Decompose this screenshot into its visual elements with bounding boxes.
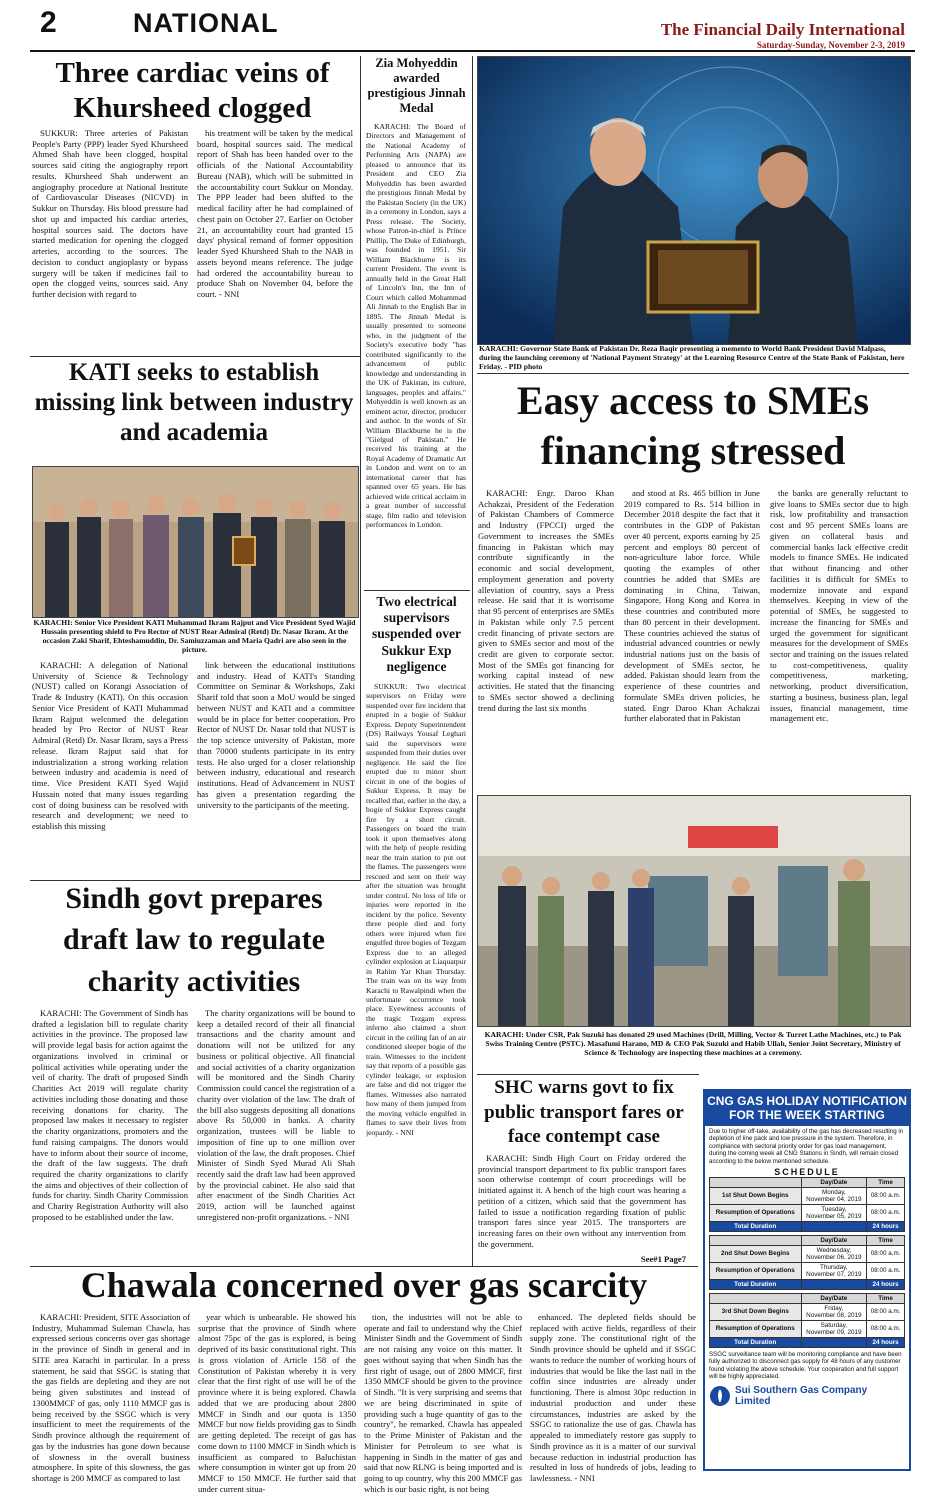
chawala-col1 — [32, 1312, 190, 1507]
electrical-text: SUKKUR: Two electrical supervisors on Friday were suspended over fire incident that erupted in a bogie of Sukkur Express. Deputy Superintendent (DS) Railways Yousaf Leghari said the supervisors were suspended from their duties over negligence. He said the fire erupted due to minor short circuit in one of the bogies of Sukkur Express. It may be recalled that, earlier in the day, a bogie of Sukkur Express caught fire by a short circuit. Passengers on board the train took it upon themselves along with the help of people residing near the train station to put out the flames. The passengers were rescued and sent on their way after the situation was brought under control. No loss of life or injuries were reported in the incident by the police. Seventy three people died and forty others were injured when fire engulfed three bogies of Tezgam Express due to an alleged cylinder explosion at Liaquatpur in Rahim Yar Khan Thursday. The train was on its way from Karachi to Rawalpindi when the unfortunate occurrence took place. Eyewitness accounts of the tragic Tezgam express inferno also claimed a short circuit in the ceiling fan of an air conditioned sleeper bogie of the train. Witnesses to the incident say that reports of a possible gas cylinder leakage, or explosion are false and did not trigger the flames. Witnesses also narrated how many of them jumped from the moving vehicle engulfed in flames to save their lives from jeopardy. - NNI — [366, 682, 466, 1137]
col-day-header: Day/Date — [801, 1235, 867, 1245]
column-divider — [472, 56, 473, 1266]
shc-headline: SHC warns govt to fix public transport fares or face contempt case — [484, 1077, 684, 1148]
cng-schedule-label: SCHEDULE — [774, 1166, 840, 1177]
shutdown-date — [801, 1303, 867, 1320]
header-rule — [30, 50, 915, 52]
resumption-time: 08:00 a.m. — [867, 1262, 905, 1279]
resumption-label: Resumption of Operations — [710, 1262, 802, 1279]
col-label — [710, 1177, 802, 1187]
col-label — [710, 1235, 802, 1245]
resumption-day: Tuesday, — [821, 1205, 847, 1213]
zia-headline: Zia Mohyeddin awarded prestigious Jinnah Medal — [367, 56, 466, 115]
resumption-day: Thursday, — [820, 1263, 848, 1271]
chawala-col3 — [364, 1312, 522, 1507]
cng-intro: Due to higher off-take, availability of the gas has decreased resulting in depletion of line pack and low pressure in the system. Therefore, in compliance with sectoral priority order for gas load management, during the coming week all CNG Stations in Sindh, will remain closed according to the below mentioned schedule. — [709, 1127, 904, 1165]
shutdown-time: 08:00 a.m. — [867, 1303, 905, 1320]
shutdown-day: Wednesday, — [816, 1246, 852, 1254]
resumption-date — [801, 1262, 867, 1279]
total-duration-spacer — [801, 1279, 867, 1289]
sbp-photo — [477, 56, 911, 345]
col-day-header: Day/Date — [801, 1293, 867, 1303]
chawala-col4 — [530, 1312, 696, 1507]
suzuki-photo-image — [478, 796, 910, 1026]
cng-footer: SSGC surveillance team will be monitoring compliance and have been fully authorized to disconnect gas supply for 48 hours of any customer found violating the above schedule. Your cooperation and full support will be highly appreciated. — [709, 1350, 902, 1381]
kati-text-2: link between the educational institutions and industry. Head of KATI's Standing Committee on Seminar & Workshops, Zaki Sharif told that soon a MoU would be singed between NUST and KATI and a committee would be in place for better cooperation. Pro Rector of NUST Dr. Nasar told that NUST is the top science university of Pakistan, more than 70000 students participate in its entry tests. He also urged for a closer relationship between industry, educational and research institutions. Head of Advancement in NUST has given a presentation regarding the university to the participants of the meeting. — [197, 660, 355, 810]
kati-col2 — [197, 660, 355, 875]
section-title: NATIONAL — [133, 8, 279, 38]
total-duration-value: 24 hours — [867, 1221, 905, 1231]
section-rule — [477, 1074, 699, 1075]
sindh-text-2: The charity organizations will be bound to keep a detailed record of their all financial transactions and the charity amount and donations will not be utilized for any business or political objective. All financial and social activities of a charity organization will be monitored and the Sindh Charity Commission could cancel the registration of a charity over violation of the law. The draft of the bill also suggests depositing all donations above Rs 50,000 in banks. A charity organization, trustees will be liable to imposition of fine up to one million over violation of the law, the draft proposes. Chief Minister of Sindh Syed Murad Ali Shah recently said the draft law had been approved by the provincial cabinet. He also said that after enactment of the Sindh Charities Act 2019, action will be launched against unregistered non-profit organizations. - NNI — [197, 1008, 355, 1222]
resumption-day-date: November 05, 2019 — [806, 1212, 862, 1220]
kati-photo — [32, 466, 359, 618]
cng-schedule — [705, 1177, 909, 1348]
kati-caption: KARACHI: Senior Vice President KATI Muhammad Ikram Rajput and Vice President Syed Wajid Hussain presenting shield to Pro Rector of NUST Rear Admiral (Retd) Dr. Nasar Ikram. At the occasion Zaki Sharif, Ehteshamuddin, Dr. Samiuzzaman and Maria Qadri are also seen in the picture. — [33, 618, 356, 655]
kati-col1 — [32, 660, 188, 875]
shutdown-day-date: November 04, 2019 — [806, 1195, 862, 1203]
chawala-col2 — [198, 1312, 356, 1507]
shutdown-label: 1st Shut Down Begins — [710, 1187, 802, 1204]
shutdown-day: Monday, — [821, 1188, 846, 1196]
cardiac-col1 — [32, 128, 188, 352]
column-divider — [360, 56, 361, 881]
smes-text-1: KARACHI: Engr. Daroo Khan Achakzai, President of the Federation of Pakistan Chambers of Commerce and Industry (FPCCI) urged the Government to increases the SMEs financing in Pakistan which may contribute significantly in the economic and social development, employment generation and poverty alleviation of country, says a Press release. He said that it is worrisome that 95 percent of enterprises are SMEs in Pakistan while only 7.5 percent credit financing of private sectors are given to SMEs sector and most of the credit are given to corporate sector. Most of the SMEs got financing for working capital instead of new activities. He stated that the financing to SMEs sector showed a declining trend during the last six months — [478, 488, 614, 713]
ssgc-brand — [705, 1381, 909, 1411]
kati-photo-image — [33, 467, 358, 617]
resumption-day: Saturday, — [820, 1321, 848, 1329]
kati-headline: KATI seeks to establish missing link between industry and academia — [34, 359, 354, 446]
sbp-photo-image — [478, 57, 910, 344]
cng-schedule-table — [709, 1177, 905, 1232]
total-duration-spacer — [801, 1337, 867, 1347]
total-duration-label: Total Duration — [710, 1337, 802, 1347]
suzuki-photo — [477, 795, 911, 1027]
sbp-caption: KARACHI: Governor State Bank of Pakistan Dr. Reza Baqir presenting a memento to World Bank President David Malpass, during the launching ceremony of 'National Payment Strategy' at the Learning Resource Centre of the State Bank of Pakistan, here Friday. - PID photo — [479, 344, 905, 372]
smes-col2 — [624, 488, 760, 783]
resumption-time: 08:00 a.m. — [867, 1204, 905, 1221]
suzuki-caption: KARACHI: Under CSR, Pak Suzuki has donated 29 used Machines (Drill, Milling, Vector & Turret Lathe Machines, etc.) to Pak Swiss Training Centre (PSTC). Masafumi Harano, MD & CEO Pak Suzuki and Habib Ullah, Senior Joint Secretary, Ministry of Science & Technology are inspecting these machines at a ceremony. — [484, 1030, 902, 1058]
chawala-text-2: year which is unbearable. He showed his surprise that the province of Sindh where almost 75pc of the gas is explored, is being deprived of its basic constitutional right. This is gross violation of Article 158 of the Constitution of Pakistan whereby it is very clear that the first right of use will be of the province where it is being explored. Chawla added that we are producing about 2800 MMCF in Sindh and our quota is 1350 MMCF but now fields providing gas to Sindh are getting depleted. The receipt of gas has come down to 1100 MMCF in Sindh which is insufficient as compared to Baluchistan where consumption in winter got up from 20 MMCF to 150 MMCF. He further said that under current situa- — [198, 1312, 356, 1494]
zia-text: KARACHI: The Board of Directors and Management of the National Academy of Performing Arts (NAPA) are pleased to announce that its President and CEO Zia Mohyeddin has been awarded the prestigious Jinnah Medal by the Pakistan Society (in the UK) in a ceremony in London, says a Press release. The Society, whose Patron-in-chief is Prince Phillip, The Duke of Edinburgh, was founded in 1951. Sir William Blackburne is its current President. The event is annually held in the Great Hall of Lincoln's Inn, the Inn of Court which called Mohammad Ali Jinnah to the English Bar in 1895. The Jinnah Medal is usually presented to someone who, in the judgment of the Society's executive body "has contributed significantly to the advancement of public knowledge and understanding in the UK of Pakistan, its culture, languages, peoples and affairs." Mohyeddin is well known as an eminent actor, director, producer and author. In the words of Sir William Blackburne he is the "Gielgud of Pakistan." He received his training at the Royal Academy of Dramatic Art in London and went on to an international career that has spanned over 65 years. He has achieved wide critical acclaim in a great number of successful stage, film radio and television performances in London. — [366, 122, 466, 530]
chawala-text-3: tion, the industries will not be able to operate and fail to understand why the Chief Minister Sindh and the Government of Sindh are not raising any voice on this matter. It goes without saying that when Sindh has the first right of usage, out of 2800 MMCF, first 1350 MMCF should be given to the province of Sindh. "It is very surprising and seems that we are being discriminated in spite of providing such a huge quantity of gas to the country", he remarked. Chawla has appealed to the Prime Minister of Pakistan and the Minister for Petroleum to see what is happening in Sindh in the matter of gas and said that now RLNG is being imported and is going to up country, why this 200 MMCF gas which is our basic right, is not being — [364, 1312, 522, 1494]
smes-headline: Easy access to SMEs financing stressed — [516, 378, 870, 473]
sindh-col2 — [197, 1008, 355, 1264]
issue-date: Saturday-Sunday, November 2-3, 2019 — [756, 40, 905, 50]
col-time-header: Time — [867, 1293, 905, 1303]
shutdown-date — [801, 1245, 867, 1262]
section-rule — [477, 373, 909, 374]
shc-continued: See#1 Page7 — [640, 1254, 686, 1264]
cng-schedule-table — [709, 1235, 905, 1290]
cng-notice — [703, 1089, 911, 1471]
shutdown-date — [801, 1187, 867, 1204]
total-duration-spacer — [801, 1221, 867, 1231]
cardiac-headline: Three cardiac veins of Khursheed clogged — [55, 57, 330, 124]
smes-text-3: the banks are generally reluctant to give loans to SMEs sector due to high risk, low profitability and transaction cost and 95 percent SMEs loans are given on collateral basis and commercial banks lack effective credit models to finance SMEs. He indicated that without financing and other facilities it is difficult for SMEs to modernize innovate and expand themselves. Keeping in view of the potential of SMEs, he suggested to increase the financing for SMEs and urged the government for significant measures for the development of SMEs sector and training on the issues related to cost-competitiveness, quality competitiveness, marketing, networking, product diversification, starting a business, business plan, legal issues, financial management, time management etc. — [770, 488, 908, 724]
chawala-text-4: enhanced. The depleted fields should be replaced with active fields, regardless of their supply zone. The constitutional right of the Sindh province should be upheld and if SSGC wants to reduce the number of working hours of industries that would be like the last nail in the coffin since industries are already under functioning. There is almost 30pc reduction in industrial production and under these circumstances, industries are asked by the SSGC to rationalize the use of gas. Chawla has appealed to immediately restore gas supply to Sindh province as it is a matter of our survival because reduction in industrial production has resulted in loss of hundreds of jobs, leading to lawlessness. - NNI — [530, 1312, 696, 1484]
cng-schedule-table — [709, 1293, 905, 1348]
total-duration-label: Total Duration — [710, 1279, 802, 1289]
paper-name: The Financial Daily International — [660, 20, 905, 39]
smes-col1 — [478, 488, 614, 783]
section-rule — [30, 356, 360, 357]
shutdown-label: 2nd Shut Down Begins — [710, 1245, 802, 1262]
cardiac-text-2: his treatment will be taken by the medical board, hospital sources said. The medical report of Shah has been handed over to the officials of the National Accountability Bureau (NAB), which will be submitted in the accountability court Sukkur on Monday. The PPP leader had been shifted to the medical facility after he had complained of chest pain on October 27. Earlier on October 21, an accountability court had granted 15 days' physical remand of former opposition leader Syed Khursheed Shah to the NAB in assets beyond means reference. The judge had ordered the accountability bureau to produce Shah on November 04, before the court. - NNI — [197, 128, 353, 300]
smes-col3 — [770, 488, 908, 783]
resumption-day-date: November 09, 2019 — [806, 1328, 862, 1336]
sindh-headline: Sindh govt prepares draft law to regulate charity activities — [63, 882, 325, 998]
col-day-header: Day/Date — [801, 1177, 867, 1187]
page-number: 2 — [40, 6, 57, 39]
col-label — [710, 1293, 802, 1303]
col-time-header: Time — [867, 1177, 905, 1187]
electrical-headline: Two electrical supervisors suspended over Sukkur Exp negligence — [372, 594, 461, 674]
shutdown-label: 3rd Shut Down Begins — [710, 1303, 802, 1320]
resumption-label: Resumption of Operations — [710, 1320, 802, 1337]
resumption-label: Resumption of Operations — [710, 1204, 802, 1221]
shutdown-time: 08:00 a.m. — [867, 1187, 905, 1204]
cng-title: CNG GAS HOLIDAY NOTIFICATION FOR THE WEEK STARTING — [705, 1091, 909, 1126]
resumption-time: 08:00 a.m. — [867, 1320, 905, 1337]
electrical-body — [366, 682, 466, 1262]
ssgc-company-name: Sui Southern Gas Company Limited — [734, 1384, 868, 1407]
ssgc-logo-icon — [709, 1385, 731, 1407]
smes-text-2: and stood at Rs. 465 billion in June 2019 compared to Rs. 514 billion in December 2018 despite the fact that it contributes in the GDP of Pakistan over 40 percent, exports earning by 25 percent and employs 80 percent of non-agriculture labor force. While quoting the examples of other countries he added that SMEs are dominating in China, Taiwan, Singapore, Hong Kong and Korea in these countries and contributed more than 80 percent in their development. These countries achieved the status of industrial advanced countries or newly industrial nations just on the basis of development of SMEs sector, he added. Pakistan should learn from the experience of these countries and formulate SMEs driven policies, he stated. Engr Daroo Khan Achakzai further elaborated that in Pakistan — [624, 488, 760, 724]
shc-body — [478, 1153, 686, 1253]
resumption-day-date: November 07, 2019 — [806, 1270, 862, 1278]
cardiac-text-1: SUKKUR: Three arteries of Pakistan People's Party (PPP) leader Syed Khursheed Ahmed Shah have been clogged, hospital sources said citing the angiography report results. Khursheed Shah underwent an angiography procedure at National Institute of Cardiovascular Diseases (NICVD) in Sukkur on Thursday. His blood pressure had shot up and impacted his cardiac arteries, hospital sources said. The doctors have started medication for opening the clogged arteries, according to the sources. The decision to conduct angioplasty or bypass surgery will be taken if medicines fail to open the clogged veins, sources said. Any further decision with regard to — [32, 128, 188, 300]
sindh-col1 — [32, 1008, 188, 1264]
total-duration-value: 24 hours — [867, 1337, 905, 1347]
chawala-text-1: KARACHI: President, SITE Association of Industry, Muhammad Suleman Chawla, has expressed serious concerns over gas shortage in the province of Sindh in general and in SITE area Karachi in particular. In a press statement, he said that SSGC is stating that the gas fields are depleting and they are not being given substitutes and instead of 1300MMCF of gas, only 1110 MMCF gas is being received by the SSGC which is very insufficient to meet the requirements of the Sindh province although the requirement of gas by the industries has gone down because of slowness in the overall business atmosphere. In spite of this slowness, the gas shortage is 200 MMCF as compared to last — [32, 1312, 190, 1484]
cardiac-col2 — [197, 128, 353, 352]
total-duration-value: 24 hours — [867, 1279, 905, 1289]
total-duration-label: Total Duration — [710, 1221, 802, 1231]
section-rule — [364, 590, 470, 591]
sindh-text-1: KARACHI: The Government of Sindh has drafted a legislation bill to regulate charity activities in the province. The proposed law will provide legal basis for action against the organizations involved in criminal or political activities while operating under the veil of charity. The draft of proposed Sindh Charities Act 2019 will regulate charity activities including those donating and those receiving donations for charity. The proposed law makes it necessary to register the charity organizations, promoters and the fund raising campaigns. The donors would have to inform about their source of income, the draft of the law suggests. The draft required the charity organizations to clarify the aims and objectives of their collection of funds for charity. Sindh Charity Commission and Charity Registration Authority will also proposed to be established under the law. — [32, 1008, 188, 1222]
shc-text: KARACHI: Sindh High Court on Friday ordered the provincial transport department to fix public transport fares soon otherwise contempt of court proceedings will be initiated against it. A bench of the high court was hearing a petition of a citizen, which said that the government has failed to issue a notification regarding fixation of public transport fares since year 2015. The transporters are increasing fares on their own without any intervention from the government. — [478, 1153, 686, 1249]
shutdown-day-date: November 06, 2019 — [806, 1253, 862, 1261]
kati-text-1: KARACHI: A delegation of National University of Science & Technology (NUST) called on Korangi Association of Trade & Industry (KATI). On this occasion Senior Vice President of KATI Muhammad Ikram Rajput welcomed the delegation headed by Pro Rector of NUST Rear Admiral (Retd) Dr. Nasar Ikram, says a Press release. Ikram Rajput said that for industrialization a strong working relation between industry and academia is need of time. Vice President KATI Syed Wajid Hussain noted that many issues regarding cost of doing business can be resolved with research and development; we need to establish this missing — [32, 660, 188, 832]
resumption-date — [801, 1204, 867, 1221]
zia-body — [366, 122, 466, 587]
col-time-header: Time — [867, 1235, 905, 1245]
shutdown-time: 08:00 a.m. — [867, 1245, 905, 1262]
masthead — [661, 20, 905, 50]
shutdown-day-date: November 08, 2019 — [806, 1311, 862, 1319]
chawala-headline: Chawala concerned over gas scarcity — [80, 1265, 648, 1305]
shutdown-day: Friday, — [824, 1304, 844, 1312]
resumption-date — [801, 1320, 867, 1337]
